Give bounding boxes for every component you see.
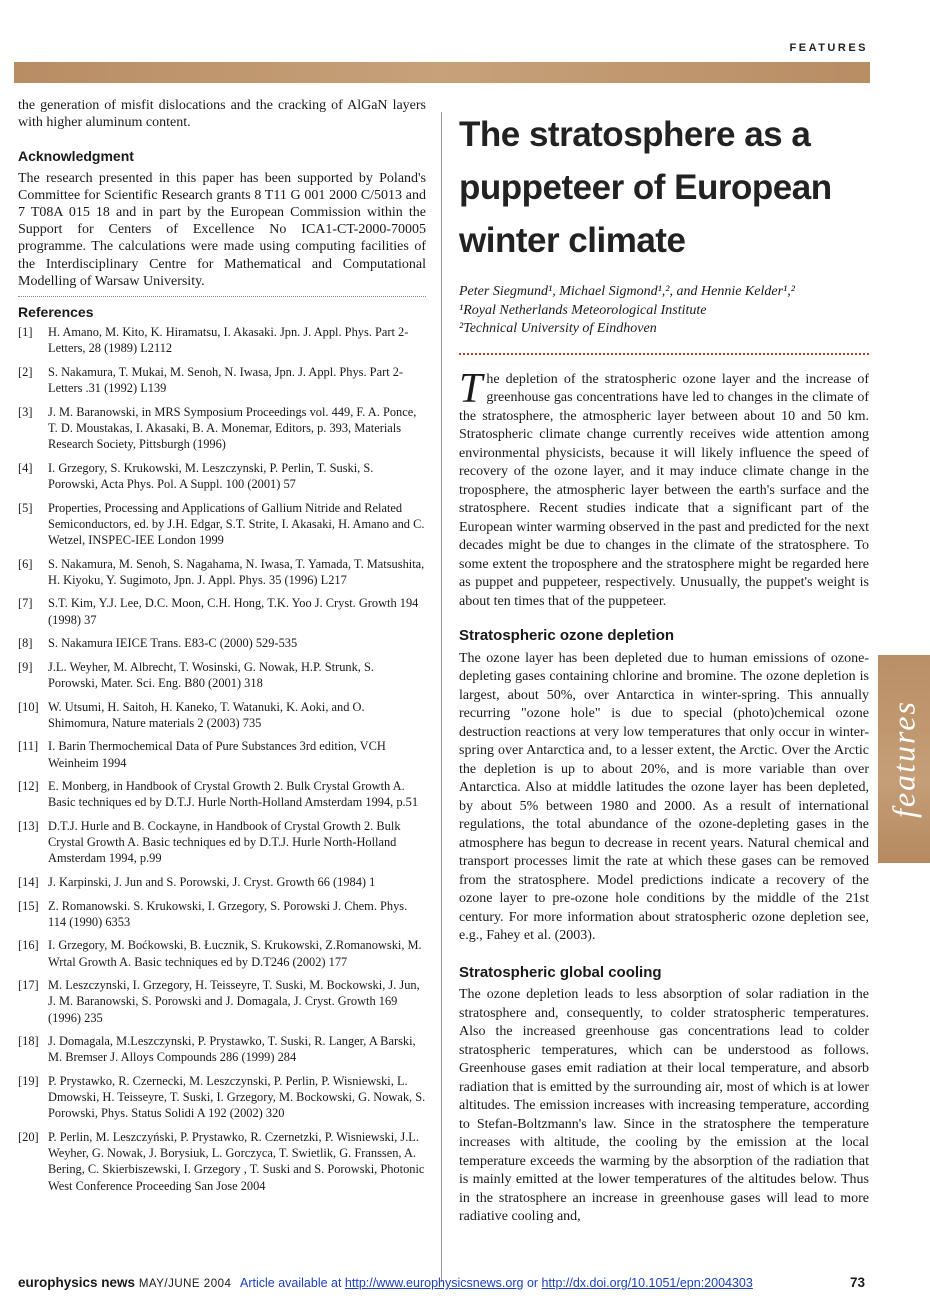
drop-cap: T [459,365,483,412]
reference-item [18,874,426,890]
reference-text: M. Leszczynski, I. Grzegory, H. Teisseyre, T. Suski, M. Bockowski, J. Jun, J. M. Baranowski, S. Porowski and J. Domagala, J. Cryst. Growth 169 (1996) 235 [48,978,420,1025]
reference-item [18,556,426,588]
reference-item [18,595,426,627]
right-column [459,108,869,1227]
article-title: The stratosphere as a puppeteer of European winter climate [459,115,832,260]
reference-text: S. Nakamura, M. Senoh, S. Nagahama, N. Iwasa, T. Yamada, T. Matsushita, H. Kiyoku, Y. Sugimoto, Jpn. J. Appl. Phys. 35 (1996) L217 [48,556,425,587]
reference-item [18,1129,426,1194]
intro-paragraph [459,365,869,612]
reference-item [18,937,426,969]
reference-item [18,404,426,453]
link-prefix: Article available at [240,1276,345,1290]
reference-text: S.T. Kim, Y.J. Lee, D.C. Moon, C.H. Hong, T.K. Yoo J. Cryst. Growth 194 (1998) 37 [48,596,419,627]
left-column [18,97,426,1201]
journal-name: europhysics news [18,1275,136,1290]
reference-text: Properties, Processing and Applications of Gallium Nitride and Related Semiconductors, ed. by J.H. Edgar, S.T. Strite, I. Akasaki, H. Amano and C. Wetzel, INSPEC-IEE London 1999 [48,500,425,548]
references-heading: References [18,304,94,321]
reference-number: [1] [18,325,33,340]
acknowledgment-heading: Acknowledgment [18,148,134,165]
author-names: Peter Siegmund¹, Michael Sigmond¹,², and Hennie Kelder¹,² [459,284,795,299]
reference-list [18,324,426,1194]
reference-item [18,500,426,549]
reference-text: I. Grzegory, M. Boćkowski, B. Łucznik, S. Krukowski, Z.Romanowski, M. Wrtal Growth A. Basic techniques ed by D.T246 (2002) 177 [48,938,422,969]
reference-text: J.L. Weyher, M. Albrecht, T. Wosinski, G. Nowak, H.P. Strunk, S. Porowski, Mater. Sci. Eng. B80 (2001) 318 [48,659,374,691]
reference-text: H. Amano, M. Kito, K. Hiramatsu, I. Akasaki. Jpn. J. Appl. Phys. Part 2-Letters, 28 (1989) L2112 [48,325,409,356]
reference-text: J. M. Baranowski, in MRS Symposium Proceedings vol. 449, F. A. Ponce, T. D. Moustakas, I. Akasaki, B. A. Monemar, Editors, p. 393, Materials Research Society, Pittsburgh (1996) [48,404,417,452]
reference-text: D.T.J. Hurle and B. Cockayne, in Handbook of Crystal Growth 2. Bulk Crystal Growth A. Basic techniques ed by D.T.J. Hurle North-Holland Amsterdam 1994, p.99 [48,819,401,866]
reference-item [18,1073,426,1122]
reference-number: [18] [18,1034,39,1049]
reference-number: [6] [18,556,33,571]
ozone-text: The ozone layer has been depleted due to human emissions of ozone-depleting gases containing chlorine and bromine. The ozone depletion is largest, about 50%, over Antarctica in winter-spring. This annually recurring "ozone hole" is due to special (photo)chemical ozone destruction reactions at very low temperatures that only occur in winter-spring over Antarctica and, to a lesser extent, the Arctic. Over the Arctic the depletion is up to about 20%, and is more variable than over Antarctica. Also at middle latitudes the ozone layer has been depleted, by about 5% between 1980 and 2000. As a result of international regulations, the total abundance of the ozone-depleting gases in the atmosphere has begun to decrease in recent years. Natural chemical and transport processes limit the rate at which these gases can be removed from the stratosphere. Model predictions indicate a recovery of the ozone layer to pre-ozone hole conditions by the middle of the 21st century. For more information about stratospheric ozone depletion see, e.g., Fahey et al. (2003). [459,650,869,943]
reference-item [18,659,426,691]
link-or: or [523,1276,542,1290]
reference-text: S. Nakamura IEICE Trans. E83-C (2000) 529-535 [48,636,298,651]
reference-number: [2] [18,365,33,380]
reference-item [18,818,426,867]
doi-link[interactable]: http://dx.doi.org/10.1051/epn:2004303 [541,1276,753,1290]
reference-item [18,898,426,930]
reference-text: W. Utsumi, H. Saitoh, H. Kaneko, T. Watanuki, K. Aoki, and O. Shimomura, Nature materials 2 (2003) 735 [48,699,365,730]
reference-item [18,699,426,731]
reference-number: [19] [18,1073,39,1088]
reference-number: [9] [18,659,33,674]
reference-item [18,324,426,356]
header-band [14,62,870,83]
column-rule [441,112,442,1282]
reference-number: [7] [18,596,33,611]
footer-journal [18,1275,231,1290]
reference-number: [15] [18,898,39,913]
intro-text: he depletion of the stratospheric ozone layer and the increase of greenhouse gas concentrations have led to changes in the climate of the stratosphere, the atmospheric layer between about 10 and 50 km. Stratospheric climate change currently receives wide attention among environmental physicists, because it will likely influence the speed of recovery of the ozone layer, and it may induce climate change in the troposphere, the atmospheric layer between the earth's surface and the stratosphere. Recent studies indicate that a significant part of the European winter warming observed in the past and predicted for the next decades might be due to changes in the climate of the stratosphere. To some extent the troposphere and the stratosphere might be regarded here as puppet and puppeteer, respectively. Unusually, the puppet's weight is about ten times that of the puppeteer. [459,371,869,609]
page-number: 73 [849,1275,865,1290]
reference-item [18,364,426,396]
reference-text: J. Karpinski, J. Jun and S. Porowski, J. Cryst. Growth 66 (1984) 1 [48,875,376,889]
authors [459,283,869,339]
divider [18,296,426,297]
reference-item [18,977,426,1026]
reference-text: E. Monberg, in Handbook of Crystal Growth 2. Bulk Crystal Growth A. Basic techniques ed by D.T.J. Hurle North-Holland Amsterdam 1994, p.51 [48,779,419,810]
reference-number: [5] [18,500,33,515]
reference-number: [11] [18,739,39,754]
cooling-text: The ozone depletion leads to less absorption of solar radiation in the stratosphere and, consequently, to colder stratospheric temperatures. Also the increased greenhouse gas concentrations lead to colder stratospheric temperatures, which can be understood as follows. Greenhouse gases emit radiation at their local temperature, and absorb radiation that is emitted by the surrounding air, most of which is at lower altitudes. The emission increases with increasing temperature, according to Stefan-Boltzmann's law. Since in the stratosphere the temperature increases with altitude, the cooling by the emission at the local temperature exceeds the warming by the absorption of the radiation that is mainly emitted at the lower temperatures of the altitudes below. Thus in the stratosphere an increase in greenhouse gases will lead to more radiative cooling and, [459,987,869,1224]
reference-number: [17] [18,978,39,993]
issue-date: MAY/JUNE 2004 [138,1278,232,1290]
reference-number: [13] [18,819,39,833]
reference-text: P. Prystawko, R. Czernecki, M. Leszczynski, P. Perlin, P. Wisniewski, L. Dmowski, H. Teisseyre, T. Suski, I. Grzegory, M. Bockowski, G. Nowak, S. Porowski, Phys. Status Solidi A 192 (2002) 320 [48,1073,426,1121]
reference-item [18,738,426,770]
cooling-heading: Stratospheric global cooling [459,963,662,981]
affiliation-2: ²Technical University of Eindhoven [459,321,657,336]
title-divider [459,353,869,355]
reference-number: [20] [18,1129,39,1144]
reference-text: S. Nakamura, T. Mukai, M. Senoh, N. Iwasa, Jpn. J. Appl. Phys. Part 2-Letters .31 (1992) L139 [48,365,404,396]
reference-item [18,460,426,492]
footer-links [240,1276,753,1290]
side-tab-label: features [885,700,922,818]
reference-number: [8] [18,636,33,651]
reference-number: [3] [18,404,33,419]
affiliation-1: ¹Royal Netherlands Meteorological Institute [459,302,707,318]
reference-text: Z. Romanowski. S. Krukowski, I. Grzegory, S. Porowski J. Chem. Phys. 114 (1990) 6353 [48,898,408,929]
reference-item [18,778,426,810]
reference-number: [14] [18,875,39,889]
reference-number: [12] [18,779,39,794]
reference-text: J. Domagala, M.Leszczynski, P. Prystawko, T. Suski, R. Langer, A Barski, M. Bremser J. Alloys Compounds 286 (1999) 284 [48,1034,416,1065]
reference-item [18,1033,426,1065]
acknowledgment-text: The research presented in this paper has been supported by Poland's Committee for Scientific Research grants 8 T11 G 001 2000 C/5013 and 7 T08A 015 18 and in part by the European Commission within the Support for Centers of Excellence No ICA1-CT-2000-70005 programme. The calculations were made using computing facilities of the Interdisciplinary Centre for Mathematical and Computational Modelling of Warsaw University. [18,170,426,289]
europhysicsnews-link[interactable]: http://www.europhysicsnews.org [344,1276,524,1290]
reference-text: I. Barin Thermochemical Data of Pure Substances 3rd edition, VCH Weinheim 1994 [48,739,386,770]
section-label: FEATURES [789,42,868,54]
reference-text: P. Perlin, M. Leszczyński, P. Prystawko, R. Czernetzki, P. Wisniewski, J.L. Weyher, G. Nowak, J. Borysiuk, L. Gorczyca, T. Swietlik, G. Franssen, A. Bering, C. Skierbiszewski, I. Grzegory , T. Suski and S. Porowski, Photonic West Conference Proceeding San Jose 2004 [48,1129,425,1193]
reference-number: [16] [18,938,39,953]
side-tab [878,655,930,863]
reference-item [18,635,426,651]
reference-number: [4] [18,460,33,475]
reference-number: [10] [18,699,39,714]
reference-text: I. Grzegory, S. Krukowski, M. Leszczynski, P. Perlin, T. Suski, S. Porowski, Acta Phys. Pol. A Suppl. 100 (2001) 57 [48,460,374,492]
ozone-heading: Stratospheric ozone depletion [459,627,675,644]
continuation-text: the generation of misfit dislocations and the cracking of AlGaN layers with higher aluminum content. [18,98,426,131]
